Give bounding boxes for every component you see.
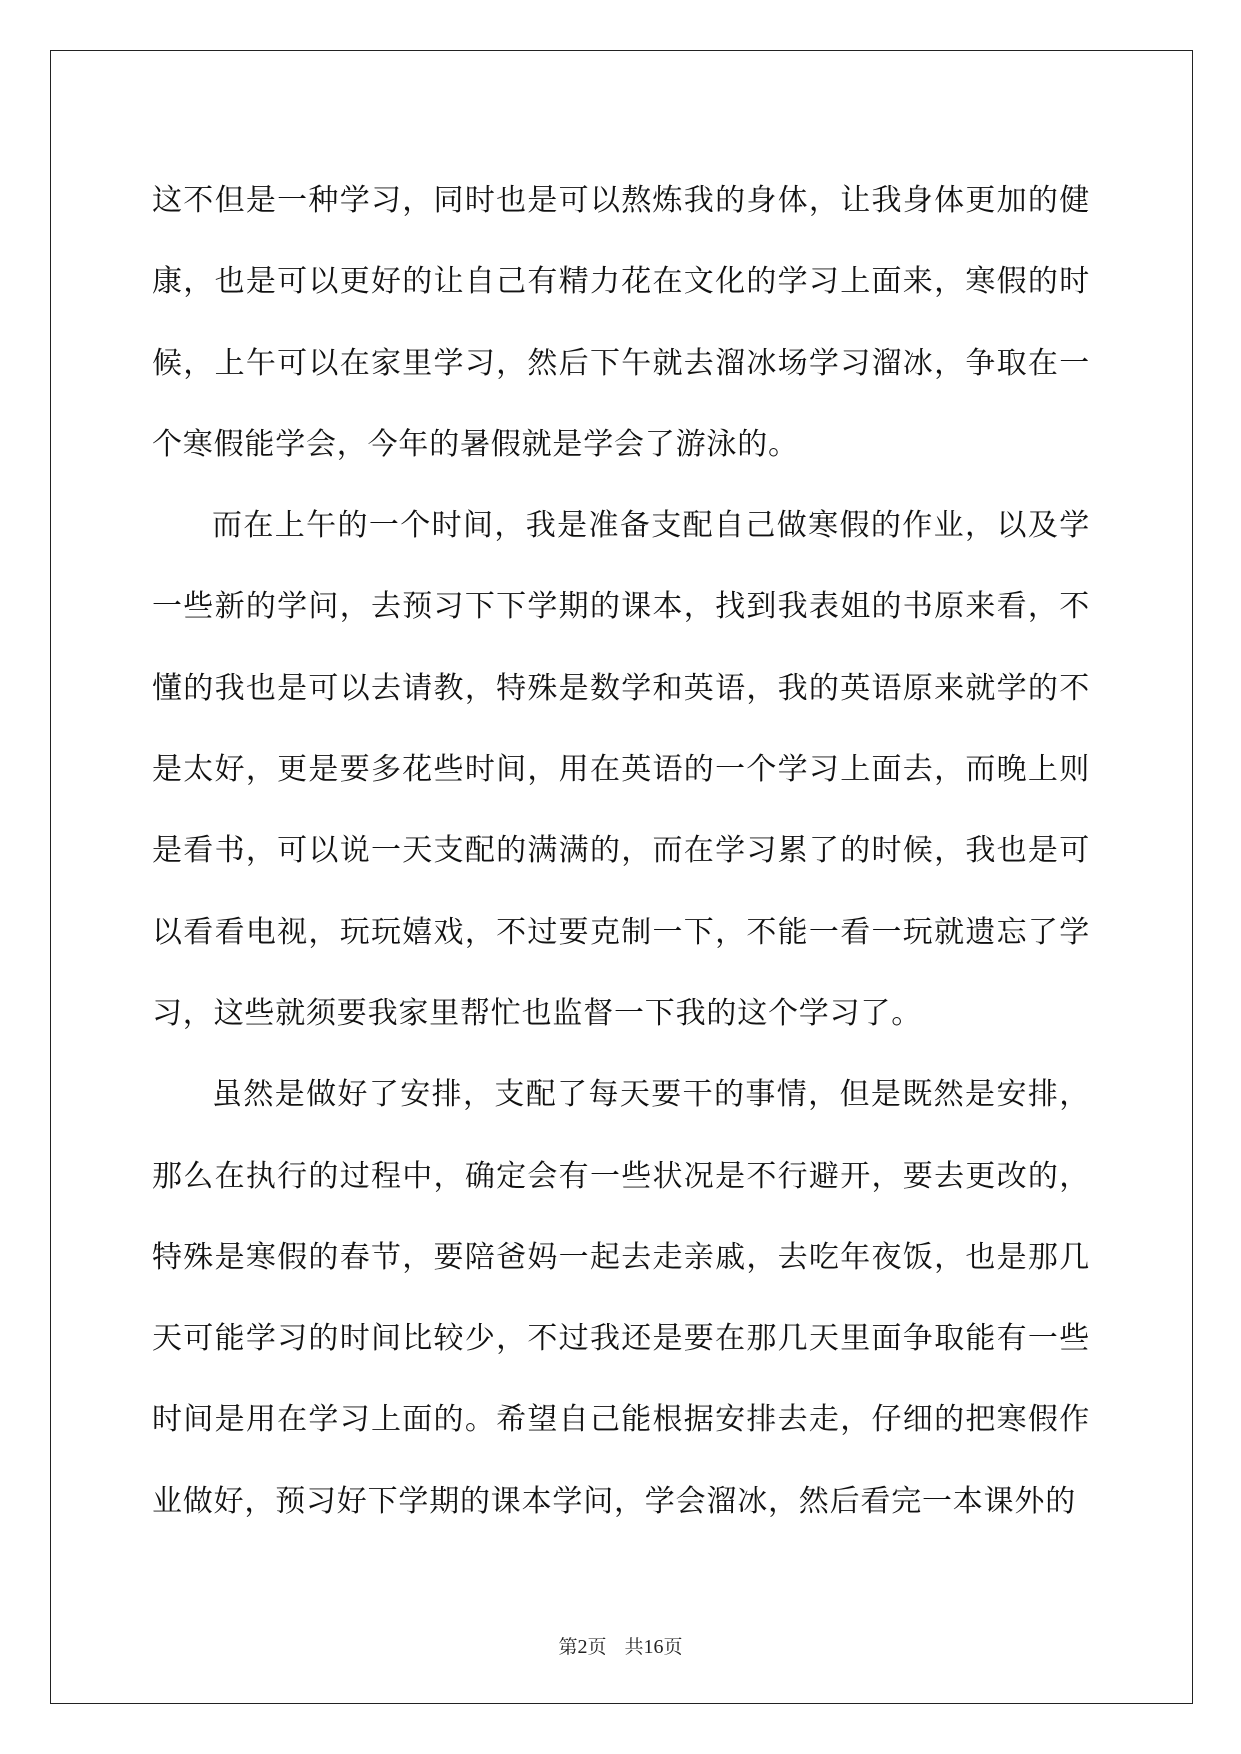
total-prefix: 共 bbox=[624, 1636, 644, 1658]
page-footer bbox=[0, 1632, 1241, 1659]
total-pages: 16 bbox=[643, 1636, 664, 1658]
total-suffix: 页 bbox=[663, 1636, 683, 1658]
page-prefix: 第 bbox=[558, 1636, 578, 1658]
page-number: 2 bbox=[577, 1636, 588, 1658]
paragraph-2: 而在上午的一个时间，我是准备支配自己做寒假的作业，以及学一些新的学问，去预习下下学期的课本，找到我表姐的书原来看，不懂的我也是可以去请教，特殊是数学和英语，我的英语原来就学的不是太好，更是要多花些时间，用在英语的一个学习上面去，而晚上则是看书，可以说一天支配的满满的，而在学习累了的时候，我也是可以看看电视，玩玩嬉戏，不过要克制一下，不能一看一玩就遗忘了学习，这些就须要我家里帮忙也监督一下我的这个学习了。 bbox=[152, 508, 1090, 1031]
page-suffix: 页 bbox=[587, 1636, 607, 1658]
paragraph-1: 这不但是一种学习，同时也是可以熬炼我的身体，让我身体更加的健康，也是可以更好的让自己有精力花在文化的学习上面来，寒假的时候，上午可以在家里学习，然后下午就去溜冰场学习溜冰，争取在一个寒假能学会，今年的暑假就是学会了游泳的。 bbox=[152, 183, 1090, 462]
document-body bbox=[152, 160, 1090, 1542]
paragraph-3: 虽然是做好了安排，支配了每天要干的事情，但是既然是安排，那么在执行的过程中，确定会有一些状况是不行避开，要去更改的，特殊是寒假的春节，要陪爸妈一起去走亲戚，去吃年夜饭，也是那几天可能学习的时间比较少，不过我还是要在那几天里面争取能有一些时间是用在学习上面的。希望自己能根据安排去走，仔细的把寒假作业做好，预习好下学期的课本学问，学会溜冰，然后看完一本课外的 bbox=[152, 1077, 1090, 1519]
